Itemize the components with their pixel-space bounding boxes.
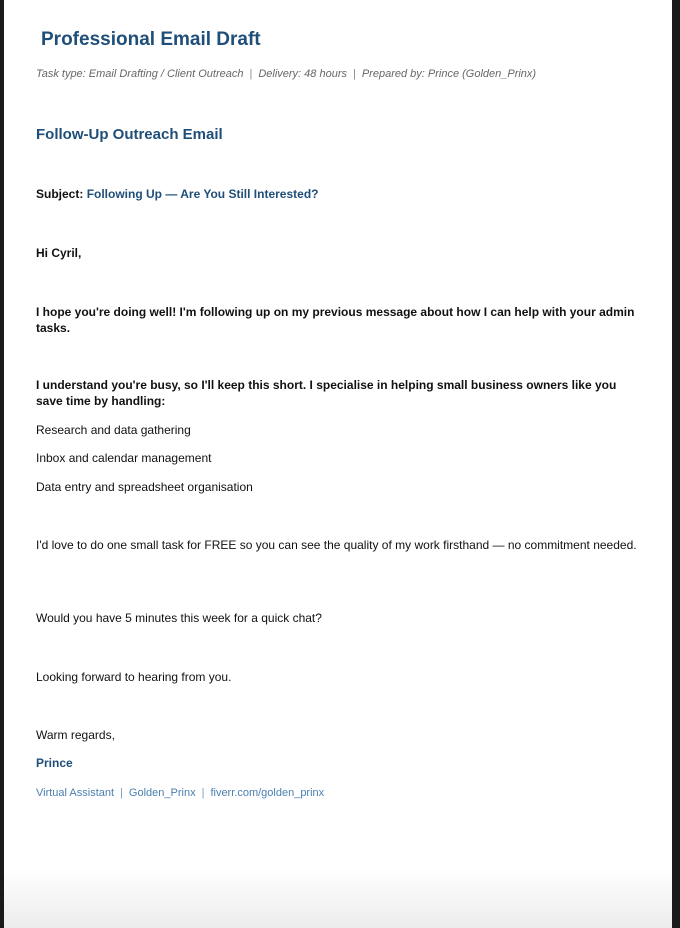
email-signoff: Warm regards, <box>36 728 115 742</box>
signature-footer <box>36 787 324 799</box>
meta-prepared-by: Prepared by: Prince (Golden_Prinx) <box>361 68 537 80</box>
meta-delivery: Delivery: 48 hours <box>258 68 347 80</box>
service-item: Inbox and calendar management <box>36 451 212 465</box>
subject-value: Following Up — Are You Still Interested? <box>86 187 319 201</box>
email-closing-line: Looking forward to hearing from you. <box>36 670 232 684</box>
page-bottom-shadow <box>4 868 672 928</box>
document-page <box>4 0 672 928</box>
document-meta <box>36 68 536 80</box>
meta-separator: | <box>249 68 253 80</box>
service-item: Research and data gathering <box>36 423 191 437</box>
meta-task-type: Task type: Email Drafting / Client Outreach <box>36 68 244 80</box>
footer-role: Virtual Assistant <box>36 787 115 799</box>
footer-separator: | <box>120 787 123 799</box>
document-title: Professional Email Draft <box>41 29 261 50</box>
meta-separator: | <box>352 68 356 80</box>
email-greeting: Hi Cyril, <box>36 246 82 260</box>
email-heading: Follow-Up Outreach Email <box>36 126 223 143</box>
email-chat-paragraph: Would you have 5 minutes this week for a quick chat? <box>36 611 322 625</box>
email-busy-paragraph: I understand you're busy, so I'll keep this short. I specialise in helping small business owners like you save time by handling: <box>36 378 617 408</box>
email-offer-paragraph: I'd love to do one small task for FREE so you can see the quality of my work firsthand — no commitment needed. <box>36 538 637 552</box>
service-item: Data entry and spreadsheet organisation <box>36 480 253 494</box>
subject-label: Subject: <box>36 187 84 201</box>
email-intro-paragraph: I hope you're doing well! I'm following up on my previous message about how I can help with your admin tasks. <box>36 305 635 335</box>
footer-handle: Golden_Prinx <box>128 787 196 799</box>
footer-separator: | <box>201 787 205 799</box>
email-subject-line <box>36 187 318 201</box>
signature-name: Prince <box>36 756 73 770</box>
footer-profile-link[interactable]: fiverr.com/golden_prinx <box>210 787 325 799</box>
